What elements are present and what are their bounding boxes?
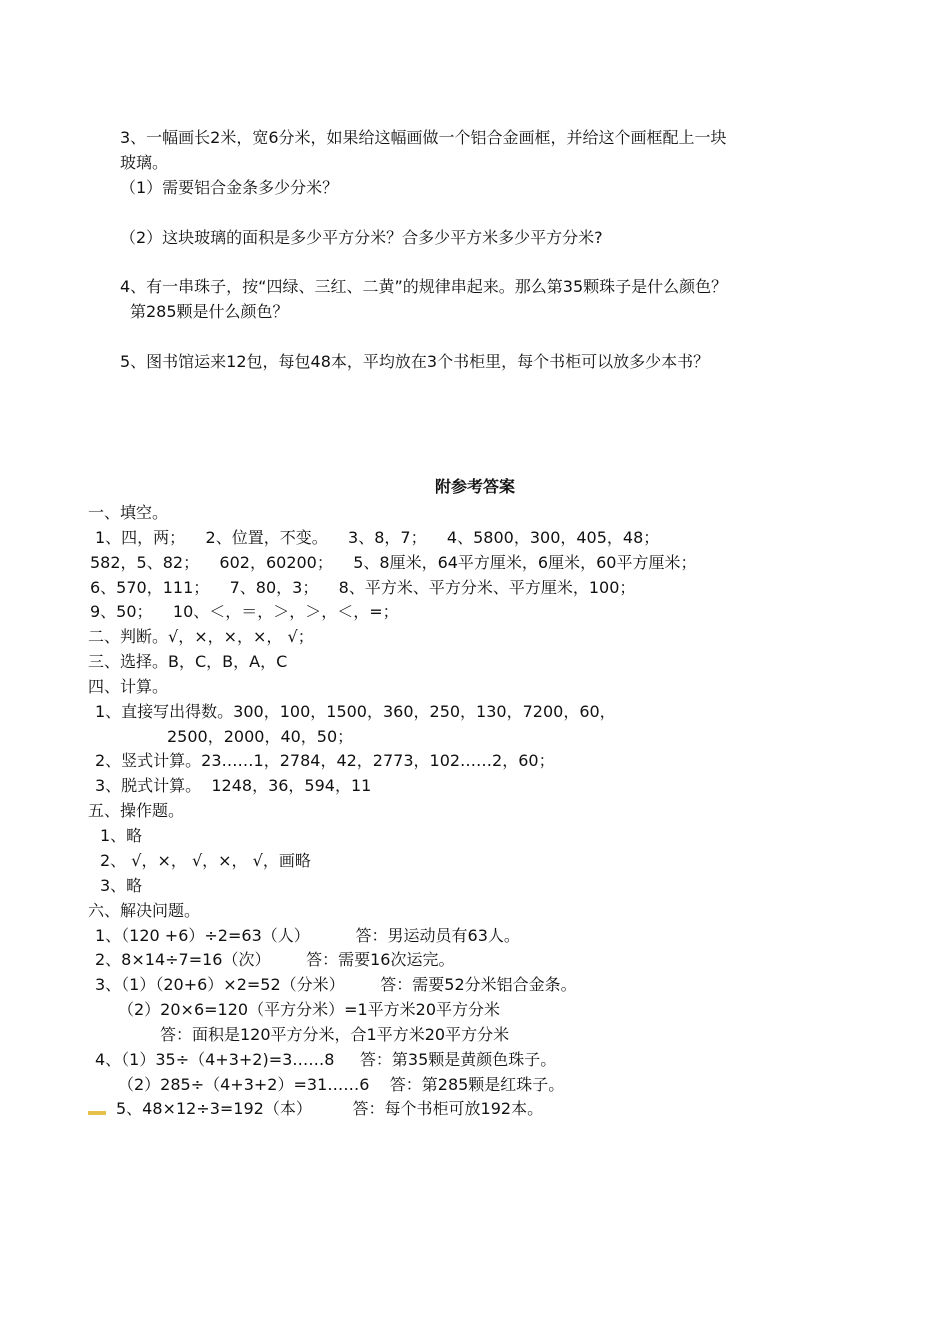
answer-line: 三、选择。B，C，B，A，C bbox=[88, 652, 288, 671]
problem-3-line-2: 玻璃。 bbox=[120, 153, 169, 172]
answer-line: 六、解决问题。 bbox=[88, 901, 201, 920]
problem-4-line-2: 第285颗是什么颜色？ bbox=[130, 302, 289, 321]
answer-line: 5、48×12÷3=192（本） 答：每个书柜可放192本。 bbox=[116, 1099, 544, 1118]
answer-line: 1、四，两； 2、位置，不变。 3、8，7； 4、5800，300，405，48； bbox=[95, 528, 660, 547]
answer-line: 2、 √，×， √，×， √，画略 bbox=[100, 851, 311, 870]
problem-3-part-2: （2）这块玻璃的面积是多少平方分米？合多少平方米多少平方分米? bbox=[120, 228, 603, 247]
answers-title: 附参考答案 bbox=[434, 477, 515, 496]
answer-line: 3、脱式计算。 1248，36，594，11 bbox=[95, 776, 372, 795]
problem-3-part-1: （1）需要铝合金条多少分米？ bbox=[120, 178, 339, 197]
answer-line: 一、填空。 bbox=[88, 503, 169, 522]
answer-line: 4、（1）35÷（4+3+2)=3……8 答：第35颗是黄颜色珠子。 bbox=[95, 1050, 557, 1069]
answer-line: 四、计算。 bbox=[88, 677, 169, 696]
problem-3-line-1: 3、一幅画长2米，宽6分米，如果给这幅画做一个铝合金画框，并给这个画框配上一块 bbox=[120, 128, 727, 147]
answer-line: 9、50； 10、＜，＝，＞，＞，＜，=； bbox=[90, 602, 399, 621]
answer-line: （2）285÷（4+3+2）=31……6 答：第285颗是红珠子。 bbox=[118, 1075, 565, 1094]
answer-line: 答：面积是120平方分米，合1平方米20平方分米 bbox=[160, 1025, 510, 1044]
problem-4-line-1: 4、有一串珠子，按“四绿、三红、二黄”的规律串起来。那么第35颗珠子是什么颜色？ bbox=[120, 277, 728, 296]
answer-line: 6、570，111； 7、80，3； 8、平方米、平方分米、平方厘米，100； bbox=[90, 578, 636, 597]
answer-line: 3、（1）（20+6）×2=52（分米） 答：需要52分米铝合金条。 bbox=[95, 975, 577, 994]
answer-line: 3、略 bbox=[100, 876, 143, 895]
answer-line: 1、略 bbox=[100, 826, 143, 845]
answer-line: 2、8×14÷7=16（次） 答：需要16次运完。 bbox=[95, 950, 455, 969]
answer-line: 1、直接写出得数。300，100，1500，360，250，130，7200，60， bbox=[95, 702, 616, 721]
answer-line: 582，5、82； 602，60200； 5、8厘米，64平方厘米，6厘米，60平方厘米； bbox=[90, 553, 697, 572]
highlight-marker bbox=[88, 1111, 106, 1115]
answer-line: 二、判断。√，×，×，×， √； bbox=[88, 627, 314, 646]
answer-line: 五、操作题。 bbox=[88, 801, 185, 820]
answer-line: 1、（120 +6）÷2=63（人） 答：男运动员有63人。 bbox=[95, 926, 520, 945]
answer-line: （2）20×6=120（平方分米）=1平方米20平方分米 bbox=[118, 1000, 501, 1019]
answer-line: 2、竖式计算。23……1，2784，42，2773，102……2，60； bbox=[95, 751, 555, 770]
problem-5: 5、图书馆运来12包，每包48本，平均放在3个书柜里，每个书柜可以放多少本书？ bbox=[120, 352, 710, 371]
answer-line: 2500，2000，40，50； bbox=[167, 727, 354, 746]
